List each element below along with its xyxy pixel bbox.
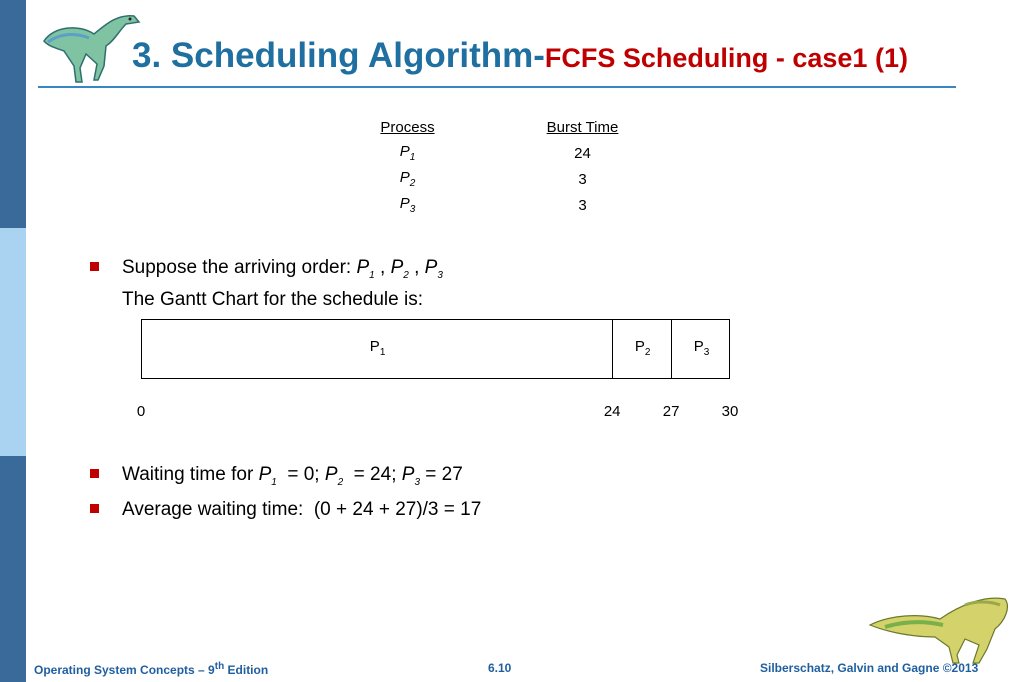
- sidebar-stripe: [0, 0, 26, 682]
- gantt-divider: [612, 320, 613, 378]
- gantt-tick-label: 30: [721, 403, 739, 420]
- slide-title: [132, 36, 908, 76]
- process-p: P: [390, 257, 404, 278]
- footer-text: Operating System Concepts – 9: [34, 663, 215, 677]
- separator: ,: [374, 257, 391, 278]
- bullet-text: [122, 463, 463, 495]
- title-subtitle: FCFS Scheduling - case1 (1): [544, 43, 908, 73]
- wait-value: = 0;: [276, 464, 325, 485]
- wait-value: = 24;: [343, 464, 402, 485]
- bullet-square-icon: [90, 262, 99, 271]
- gantt-intro-text: The Gantt Chart for the schedule is:: [122, 288, 423, 310]
- process-name: $P_2$: [399, 169, 416, 189]
- dinosaur-footer-icon: [865, 585, 1015, 665]
- process-sub: 3: [414, 476, 420, 488]
- process-sub: 2: [337, 476, 344, 488]
- footer-sup: th: [214, 661, 225, 672]
- process-p: P: [356, 257, 370, 278]
- bullet-prefix: Suppose the arriving order:: [122, 257, 357, 278]
- gantt-tick-label: 27: [662, 403, 680, 420]
- burst-value: 3: [578, 170, 587, 188]
- dinosaur-logo-icon: [34, 6, 144, 86]
- process-name: $P_1$: [399, 143, 416, 163]
- burst-value: 3: [578, 196, 587, 214]
- process-p: P: [401, 464, 415, 485]
- header-process: Process: [380, 118, 435, 136]
- gantt-tick-label: 0: [136, 403, 146, 420]
- gantt-bar-label: $P_3$: [693, 338, 710, 358]
- process-p: P: [258, 464, 272, 485]
- footer-book-title: [34, 661, 268, 677]
- gantt-tick-label: 24: [603, 403, 621, 420]
- bullet-text: [122, 256, 443, 312]
- sidebar-segment-middle: [0, 228, 26, 456]
- header-burst-time: Burst Time: [546, 118, 619, 136]
- process-sub: 1: [271, 476, 277, 488]
- gantt-divider: [671, 320, 672, 378]
- bullet-square-icon: [90, 504, 99, 513]
- process-sub: 3: [437, 269, 443, 281]
- separator: ,: [408, 257, 425, 278]
- process-sub: 1: [369, 269, 375, 281]
- burst-value: 24: [574, 144, 591, 162]
- wait-value: = 27: [420, 464, 463, 485]
- table-header-row: [360, 114, 670, 140]
- footer-text: Edition: [224, 663, 269, 677]
- footer-authors: Silberschatz, Galvin and Gagne ©2013: [760, 661, 979, 675]
- table-row: [360, 140, 670, 166]
- bullet-prefix: Waiting time for: [122, 464, 259, 485]
- process-name: $P_3$: [399, 195, 416, 215]
- process-table: [360, 114, 670, 218]
- title-main: 3. Scheduling Algorithm-: [132, 36, 545, 75]
- gantt-bar: [672, 320, 731, 378]
- process-sub: 2: [403, 269, 409, 281]
- sidebar-segment-top: [0, 0, 26, 228]
- gantt-bar: [613, 320, 672, 378]
- gantt-bar-label: $P_1$: [369, 338, 386, 358]
- title-underline: [38, 86, 956, 88]
- gantt-chart: [141, 319, 730, 379]
- sidebar-segment-bottom: [0, 456, 26, 682]
- bullet-text: Average waiting time: (0 + 24 + 27)/3 = 17: [122, 499, 482, 520]
- gantt-bar-label: $P_2$: [634, 338, 651, 358]
- footer-page-number: 6.10: [488, 661, 512, 675]
- gantt-bar: [142, 320, 613, 378]
- table-row: [360, 166, 670, 192]
- table-row: [360, 192, 670, 218]
- process-p: P: [324, 464, 338, 485]
- bullet-square-icon: [90, 469, 99, 478]
- process-p: P: [424, 257, 438, 278]
